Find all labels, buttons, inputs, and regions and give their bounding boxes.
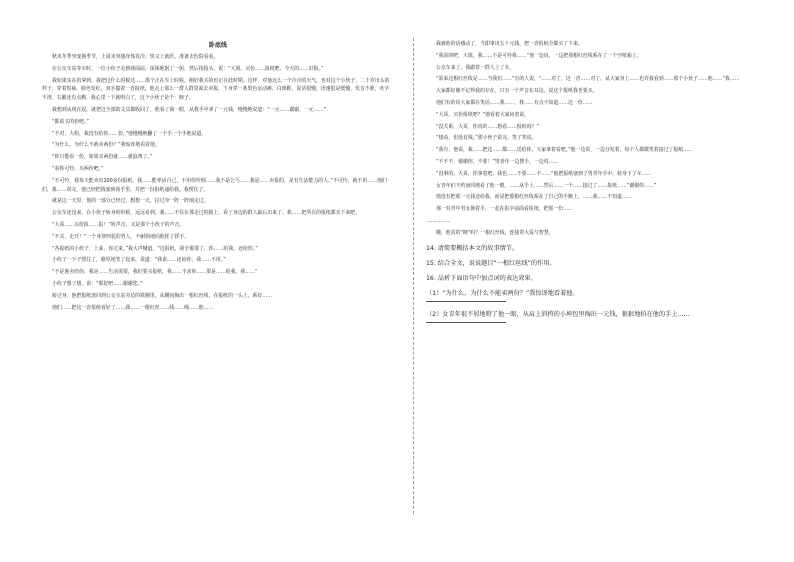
paragraph: 他们……把这一沓报纸看好了……我……一根红丝……线……绳……他…… bbox=[52, 304, 214, 311]
article-title: 卧底线 bbox=[208, 42, 227, 49]
paragraph: “不对，大姐，我没有给你……份。”他慢慢地翻了一个手一个手地说道。 bbox=[52, 130, 207, 137]
paragraph: “原来这根红丝线是……当我们……”有的人说，“……对了，这一沓……对了，从大家身上……也许我看到……那个小伙子……他……”我…… bbox=[436, 76, 740, 83]
paragraph: “大哥……买份报……报！”听声音，又是那个小伙子的声音。 bbox=[52, 221, 185, 228]
sub-question-2: （2）女青年很不屑地瞪了他一眼，从肩上斜挎的小坤包里掏出一元钱，狠狠地拍在他的手上…… bbox=[426, 310, 690, 318]
paragraph: 他没有把那一元钱还给我，而是把那根红丝线系在了自己的手腕上，……我……不知道…… bbox=[436, 194, 632, 201]
question-16: 16. 品析下面语句中加点词的表达效果。 bbox=[426, 274, 537, 282]
question-14: 14. 请简要概括本文的故事情节。 bbox=[426, 244, 519, 252]
paragraph: “为什么，为什么不就卖两份？”我惊讶地看着他。 bbox=[52, 142, 160, 149]
paragraph: 他们有的说大家都在笑话……我……，我……有点不知道……这一份…… bbox=[436, 99, 593, 106]
paragraph: 秋末冬季突变换季节，上周末突感身体发冷，快又上就医，准备去医院看看。 bbox=[52, 54, 219, 60]
answer-line[interactable] bbox=[426, 322, 506, 323]
paragraph: “我有，他说，我……把这……都……送给你，大家拿着看吧。”他一边说，一边分发着，每个人都微笑着接过了报纸…… bbox=[436, 147, 693, 154]
paragraph: “想看，但没有钱。”那小伙子说完，笑了笑说。 bbox=[436, 135, 537, 142]
column-divider bbox=[413, 38, 415, 514]
paragraph: 就是这一天里，他的一部分已经过，想想一天，拉过身一阵一阵地走过。 bbox=[52, 198, 209, 205]
paragraph: “不可怜，我每天能卖出100多份报纸，我……能养活自己，不用你怜悯……我不是乞丐……我是……卖报的，是有生活能力的人。”不可怜，就不用……他们们，我……说完，他已经把钱塞到我手里，并把一份报纸递给我。我愣住了。 bbox=[42, 177, 387, 193]
paragraph: “不不不，谢谢你，不要！”男青年一边摆手，一边说…… bbox=[436, 158, 559, 165]
paragraph: “我说的吧，大姐，我……不是可怜我……”他一边说，一边把那根红丝线系在了一个空纸箱上。 bbox=[436, 52, 642, 59]
paragraph: 转过身，他把报纸放回到公交车站旁边的铁桶里，从腰间掏出一根红丝线，在报纸的一头上，系好…… bbox=[52, 292, 273, 299]
closing-paragraph: 哦，他真的“瞎”吗？一根红丝线，连接着大爱与智慧。 bbox=[436, 229, 554, 236]
paragraph: “看你可怜，买两份吧。” bbox=[52, 165, 104, 172]
paragraph: 女青年们不约而同地看了他一眼，……从手上……然后……一个……接过了……报纸……“谢谢你……” bbox=[436, 182, 657, 189]
question-15: 15. 结合全文，说说题目“一根红丝线”的作用。 bbox=[426, 259, 556, 267]
paragraph: “你只能看一份，如果买两份就……就浪费了。” bbox=[52, 154, 153, 161]
paragraph: 小伙子一下子愣住了，憨厚地笑了起来，说道：“我说……还给你，我……不用。” bbox=[52, 257, 226, 264]
paragraph: “都说买的份吧。” bbox=[52, 118, 89, 125]
paragraph: “各报纸的小伙子，上来，你过来。”我大声喊道，“这报纸，我全都要了，你……给我，还给你。” bbox=[52, 245, 258, 252]
paragraph: 我如果实在的拿到，我把这什么时候这……那个正在车上时候，刚好我买的也正在此时期。这样，对他这么一个冷冷的天气，也对这个小伙子，二十岁出头的样子，穿着短袖，脸色发红，双手揣着一沓报纸。他走上那么一群人群里面去卖报，下身穿一条黑色运动裤，白球鞋，说话很慢，语速很是缓慢，发音不准，吐字不清，右腿还有点瘸，我心里一下就明白了，这个小伙子是个：瞎子。 bbox=[42, 77, 390, 102]
right-column bbox=[426, 40, 778, 331]
paragraph: “没事的，大哥，你拿着吧，我也……不要……不……”他把报纸塞到了男青年手中，转身下了车…… bbox=[436, 170, 652, 177]
paragraph: 公交车还没来，在小伙子转身的时候，远远看到，我……不住在那走过的路上，看了身边的群人最后出来了。我……把所有的报纸都买下来吧。 bbox=[52, 210, 361, 217]
paragraph: 我被他的话感动了，当即拿出五十元钱，把一沓报纸全都买了下来。 bbox=[436, 41, 583, 47]
paragraph: “不是施舍给你，我是……生活需要，我们要买报纸，我……不求你……要是……给我，我……” bbox=[52, 269, 258, 276]
paragraph: 在公交车站等车时，一位小伙子走到我面前，深深地躬了一躬，然后指指头，说：“大姐，买份……报纸吧，今天的……好报。” bbox=[52, 65, 324, 72]
paragraph: 我想到从现在起，就把这全部的文具都收回了，他看了我一眼，从我手中拿了一元钱，慢慢地说道：“一元……谢谢，一元……” bbox=[52, 106, 327, 113]
paragraph: 那一对青年男女挽着手，一起在报亭前面看报纸，把那一份…… bbox=[436, 206, 573, 213]
paragraph: 小伙子想了想，说：“那好吧……谢谢您。” bbox=[52, 280, 143, 287]
paragraph: “不买，走开！”一个身穿西装的男人，不耐烦地向他挥了挥手。 bbox=[52, 233, 190, 240]
sub-question-1: （1）“为什么，为什么不能卖两份？”我惊讶地看着他。 bbox=[426, 289, 579, 297]
paragraph: 大家都好像不记得我的存在，只有一个声音在耳边，说这个报纸我也要买。 bbox=[436, 88, 598, 95]
paragraph: 公交车来了，我跟着一群人上了车。 bbox=[436, 64, 515, 71]
ellipsis-line: …………… bbox=[426, 217, 451, 224]
answer-line[interactable] bbox=[426, 301, 506, 302]
paragraph: “大哥，买份报纸吧？”他看着大家问着说。 bbox=[436, 111, 530, 118]
left-column bbox=[42, 40, 394, 315]
paragraph: “没关系，大哥，你真的……想看……报纸吗？” bbox=[436, 123, 539, 130]
